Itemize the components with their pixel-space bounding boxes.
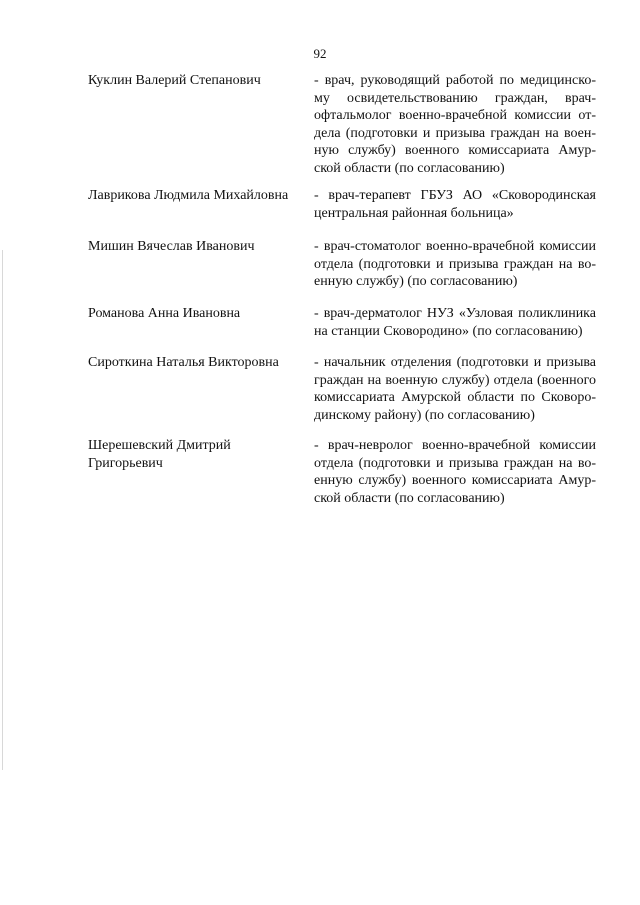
member-name	[88, 238, 303, 256]
member-role	[314, 437, 596, 507]
member-name-line: Сироткина Наталья Викторовна	[88, 355, 279, 370]
member-role-line: - врач-невролог военно-врачебной комиссии	[314, 438, 596, 453]
page-number: 92	[313, 46, 327, 61]
member-role-line: - врач, руководящий работой по медицинско-	[314, 73, 596, 88]
member-role-line: комиссариата Амурской области по Сковоро-	[314, 390, 596, 405]
member-role-line: ской области (по согласованию)	[314, 490, 505, 506]
member-role-line: ную службу) военного комиссариата Амур-	[314, 143, 596, 158]
member-role-line: - врач-дерматолог НУЗ «Узловая поликлиника	[314, 306, 596, 321]
member-name	[88, 354, 303, 372]
member-role	[314, 187, 596, 222]
member-role-line: - начальник отделения (подготовки и призыва	[314, 355, 596, 370]
member-role-line: ской области (по согласованию)	[314, 160, 505, 176]
member-role-line: отдела (подготовки и призыва граждан на во-	[314, 256, 596, 272]
member-name-line: Куклин Валерий Степанович	[88, 73, 261, 88]
member-role-line: - врач-терапевт ГБУЗ АО «Сковородинская	[314, 188, 596, 203]
member-name-line: Мишин Вячеслав Иванович	[88, 239, 255, 254]
member-role	[314, 305, 596, 340]
member-role-line: динскому району) (по согласованию)	[314, 407, 535, 423]
member-name-line: Шерешевский Дмитрий	[88, 438, 231, 453]
member-role	[314, 72, 596, 177]
member-role-line: на станции Сковородино» (по согласованию)	[314, 323, 583, 339]
edge-scan-mark	[2, 250, 3, 770]
member-name-line: Григорьевич	[88, 456, 163, 471]
member-role-line: енную службу) военного комиссариата Амур-	[314, 473, 596, 488]
member-name	[88, 437, 303, 473]
member-role	[314, 354, 596, 424]
member-role-line: дела (подготовки и призыва граждан на воен-	[314, 125, 596, 141]
member-name-line: Романова Анна Ивановна	[88, 306, 241, 321]
member-role-line: енную службу) (по согласованию)	[314, 274, 518, 289]
member-name	[88, 305, 303, 323]
member-name	[88, 187, 303, 205]
member-role-line: му освидетельствованию граждан, врач-	[314, 90, 596, 106]
member-role-line: центральная районная больница»	[314, 205, 514, 221]
member-role-line: отдела (подготовки и призыва граждан на во-	[314, 455, 596, 471]
member-name	[88, 72, 303, 90]
member-name-line: Лаврикова Людмила Михайловна	[88, 188, 289, 203]
member-role-line: офтальмолог военно-врачебной комиссии от-	[314, 108, 596, 123]
member-role-line: - врач-стоматолог военно-врачебной комиссии	[314, 239, 596, 254]
member-role	[314, 238, 596, 291]
member-role-line: граждан на военную службу) отдела (военного	[314, 372, 596, 388]
